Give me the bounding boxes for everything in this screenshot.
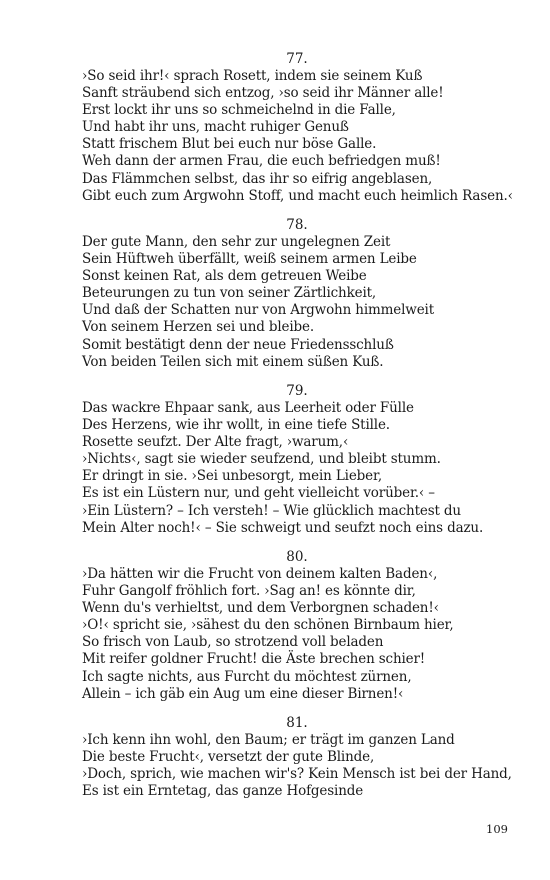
verse-line: ›O!‹ spricht sie, ›sähest du den schönen Birnbaum hier,	[82, 617, 454, 634]
verse-line: Sein Hüftweh überfällt, weiß seinem armen Leibe	[82, 251, 417, 268]
verse-line: Die beste Frucht‹, versetzt der gute Blinde,	[82, 749, 375, 766]
verse-line: Es ist ein Lüstern nur, und geht vielleicht vorüber.‹ –	[82, 485, 435, 502]
verse-line: Von seinem Herzen sei und bleibe.	[82, 319, 315, 336]
verse-line: Von beiden Teilen sich mit einem süßen Kuß.	[82, 353, 384, 370]
verse-line: Und daß der Schatten nur von Argwohn himmelweit	[82, 302, 434, 319]
stanza-81	[82, 715, 522, 800]
verse-line: ›So seid ihr!‹ sprach Rosett, indem sie seinem Kuß	[82, 68, 423, 84]
verse-line: Beteurungen zu tun von seiner Zärtlichkeit,	[82, 285, 377, 302]
verse-line: Er dringt in sie. ›Sei unbesorgt, mein Lieber,	[82, 468, 382, 485]
verse-line: Ich sagte nichts, aus Furcht du möchtest zürnen,	[82, 668, 412, 685]
verse-line: ›Da hätten wir die Frucht von deinem kalten Baden‹,	[82, 566, 438, 582]
verse-line: Statt frischem Blut bei euch nur böse Galle.	[82, 136, 377, 153]
verse-line: Es ist ein Erntetag, das ganze Hofgesinde	[82, 783, 364, 800]
verse-line: ›Doch, sprich, wie machen wir's? Kein Mensch ist bei der Hand,	[82, 766, 512, 783]
verse-line: Weh dann der armen Frau, die euch befriedgen muß!	[82, 153, 441, 170]
verse-line: Mit reifer goldner Frucht! die Äste brechen schier!	[82, 651, 426, 668]
stanza-number: 79.	[286, 383, 308, 399]
verse-line: Fuhr Gangolf fröhlich fort. ›Sag an! es könnte dir,	[82, 583, 416, 600]
stanza-79	[82, 383, 522, 537]
stanza-number: 77.	[286, 51, 308, 67]
verse-line: Sanft sträubend sich entzog, ›so seid ihr Männer alle!	[82, 85, 444, 102]
stanza-number: 78.	[286, 217, 308, 233]
stanza-number: 81.	[286, 715, 308, 731]
verse-line: Des Herzens, wie ihr wollt, in eine tiefe Stille.	[82, 417, 390, 434]
verse-line: ›Nichts‹, sagt sie wieder seufzend, und bleibt stumm.	[82, 451, 441, 468]
verse-line: Sonst keinen Rat, als dem getreuen Weibe	[82, 268, 367, 285]
verse-line: Somit bestätigt denn der neue Friedensschluß	[82, 336, 394, 353]
verse-line: Das wackre Ehpaar sank, aus Leerheit oder Fülle	[82, 400, 414, 416]
verse-line: Und habt ihr uns, macht ruhiger Genuß	[82, 119, 349, 136]
stanza-80	[82, 549, 522, 703]
verse-line: So frisch von Laub, so strotzend voll beladen	[82, 634, 384, 651]
verse-line: ›Ich kenn ihn wohl, den Baum; er trägt im ganzen Land	[82, 732, 455, 748]
verse-line: Das Flämmchen selbst, das ihr so eifrig angeblasen,	[82, 170, 433, 187]
verse-line: Der gute Mann, den sehr zur ungelegnen Zeit	[82, 234, 391, 250]
stanza-78	[82, 217, 522, 371]
verse-line: Erst lockt ihr uns so schmeichelnd in die Falle,	[82, 102, 396, 119]
verse-line: Rosette seufzt. Der Alte fragt, ›warum,‹	[82, 434, 349, 451]
verse-line: ›Ein Lüstern? – Ich versteh! – Wie glücklich machtest du	[82, 502, 461, 519]
verse-line: Allein – ich gäb ein Aug um eine dieser Birnen!‹	[82, 685, 404, 702]
verse-line: Mein Alter noch!‹ – Sie schweigt und seufzt noch eins dazu.	[82, 519, 484, 536]
page-number: 109	[486, 822, 508, 836]
stanza-number: 80.	[286, 549, 308, 565]
verse-line: Gibt euch zum Argwohn Stoff, und macht euch heimlich Rasen.‹	[82, 187, 513, 204]
verse-line: Wenn du's verhieltst, und dem Verborgnen schaden!‹	[82, 600, 439, 617]
stanza-77	[82, 51, 522, 205]
